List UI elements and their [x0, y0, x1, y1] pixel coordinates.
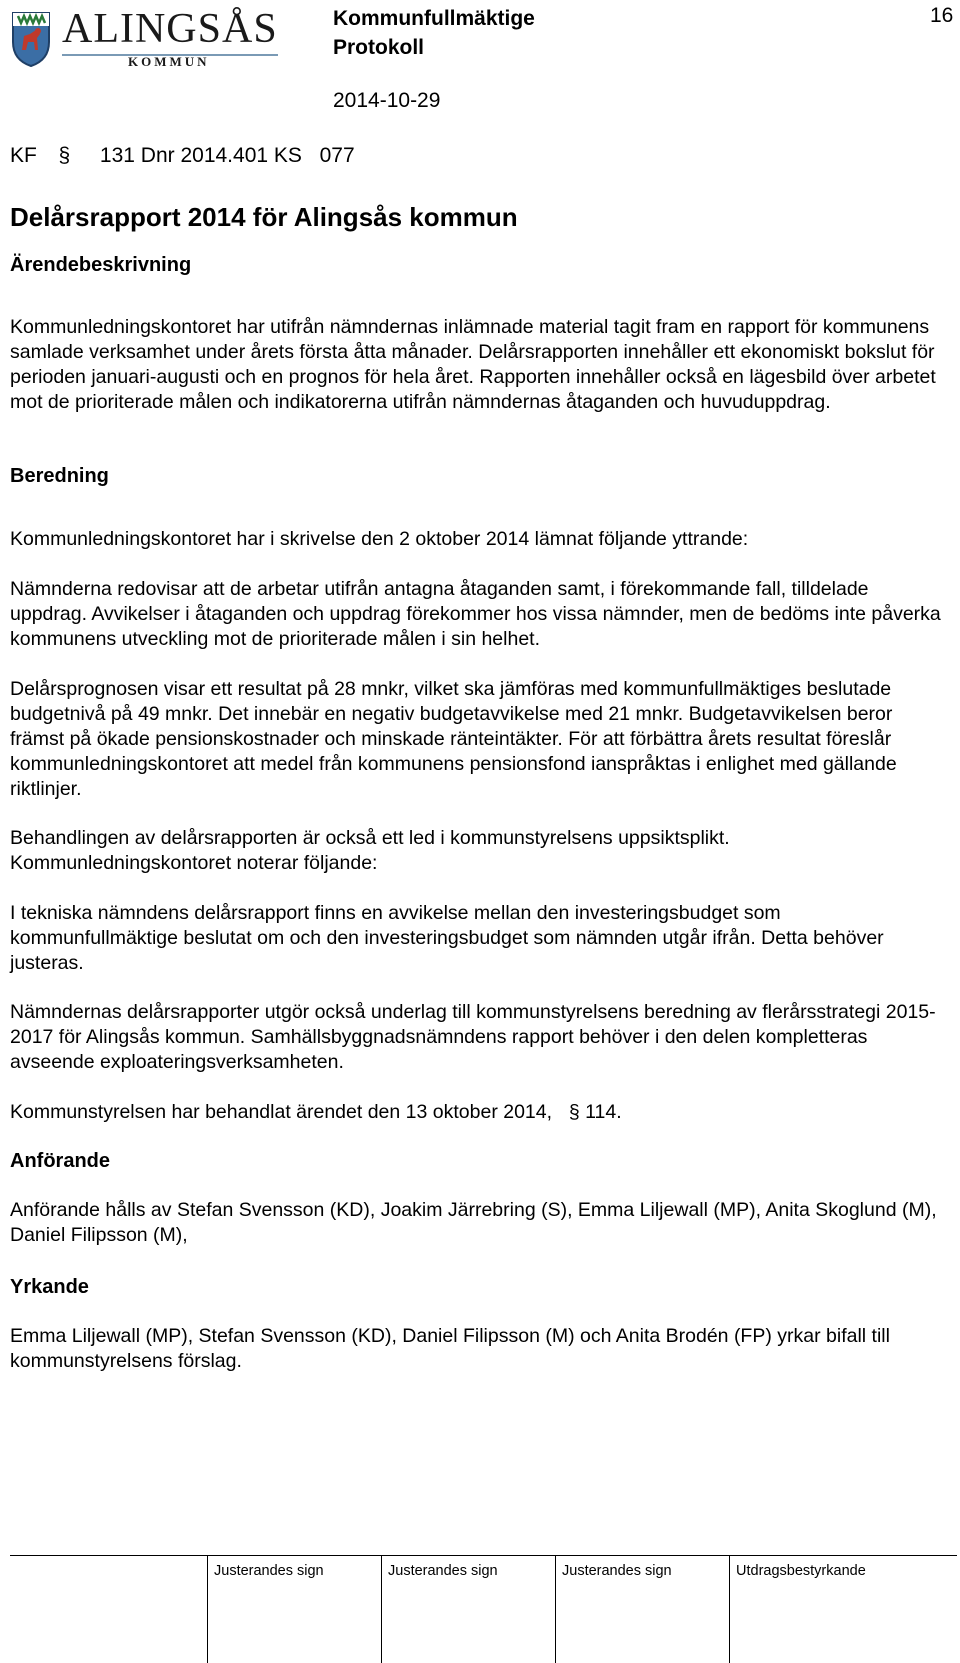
text-beredning-p4: Behandlingen av delårsrapporten är också ett led i kommunstyrelsens uppsiktsplikt. Kommunledningskontoret noterar följande:	[10, 827, 730, 874]
heading-yrkande: Yrkande	[10, 1276, 89, 1298]
signature-box-1	[207, 1555, 324, 1663]
heading-anforande: Anförande	[10, 1150, 110, 1172]
text-beredning-p1: Kommunledningskontoret har i skrivelse den 2 oktober 2014 lämnat följande yttrande:	[10, 528, 749, 550]
signature-label: Justerandes sign	[562, 1563, 672, 1579]
logo-wordmark: ALINGSÅS	[62, 6, 278, 52]
case-number: 131	[99, 144, 135, 167]
case-dnr: Dnr 2014.401 KS	[140, 144, 302, 167]
meeting-date: 2014-10-29	[333, 89, 441, 112]
coat-of-arms-icon	[10, 10, 52, 68]
org-title	[333, 4, 535, 62]
text-beredning-p6: Nämndernas delårsrapporter utgör också underlag till kommunstyrelsens beredning av flerårsstrategi 2015-2017 för Alingsås kommun. Samhällsbyggnadsnämndens rapport behöver i den delen kompletteras avseende exploateringsverksamheten.	[10, 1001, 936, 1073]
signature-box-2	[381, 1555, 498, 1663]
logo-subtext: KOMMUN	[128, 54, 210, 69]
text-beredning-p7-prefix: Kommunstyrelsen har behandlat ärendet den 13 oktober 2014,	[10, 1101, 553, 1123]
page-number: 16	[930, 4, 954, 27]
signature-label: Justerandes sign	[388, 1563, 498, 1579]
org-title-line2: Protokoll	[333, 36, 425, 59]
text-anforande: Anförande hålls av Stefan Svensson (KD), Joakim Järrebring (S), Emma Liljewall (MP), Anita Skoglund (M), Daniel Filipsson (M),	[10, 1199, 937, 1246]
text-beredning-p7-number: 114.	[585, 1101, 622, 1123]
case-ks-number: 077	[319, 144, 355, 167]
certification-label: Utdragsbestyrkande	[736, 1563, 866, 1579]
heading-arendebeskrivning: Ärendebeskrivning	[10, 254, 192, 276]
text-beredning-p7	[10, 1100, 945, 1125]
text-beredning-p2: Nämnderna redovisar att de arbetar utifrån antagna åtaganden samt, i förekommande fall, tilldelade uppdrag. Avvikelser i åtaganden och uppdrag förekommer hos vissa nämnder, men de bedöms inte påverka kommunens utveckling mot de prioriterade målen i sin helhet.	[10, 578, 941, 650]
text-arendebeskrivning: Kommunledningskontoret har utifrån nämndernas inlämnade material tagit fram en rapport för kommunens samlade verksamhet under årets första åtta månader. Delårsrapporten innehåller ett ekonomiskt bokslut för perioden januari-augusti och en prognos för hela året. Rapporten innehåller också en lägesbild över arbetet mot de prioriterade målen och indikatorerna utifrån nämndernas åtaganden och huvuduppdrag.	[10, 316, 936, 413]
case-body: KF	[10, 144, 37, 167]
heading-beredning: Beredning	[10, 465, 109, 487]
signature-label: Justerandes sign	[214, 1563, 324, 1579]
paragraph-sign: §	[568, 1101, 580, 1123]
case-reference	[10, 144, 355, 168]
text-yrkande: Emma Liljewall (MP), Stefan Svensson (KD), Daniel Filipsson (M) och Anita Brodén (FP) yrkar bifall till kommunstyrelsens förslag.	[10, 1325, 890, 1372]
paragraph-sign: §	[58, 144, 71, 167]
org-title-line1: Kommunfullmäktige	[333, 7, 535, 30]
document-title: Delårsrapport 2014 för Alingsås kommun	[10, 202, 518, 232]
signature-box-3	[555, 1555, 672, 1663]
alingsas-logo	[10, 6, 285, 70]
text-beredning-p5: I tekniska nämndens delårsrapport finns en avvikelse mellan den investeringsbudget som kommunfullmäktige beslutat om och den investeringsbudget som nämnden utgår ifrån. Detta behöver justeras.	[10, 902, 884, 974]
certification-box	[729, 1555, 866, 1663]
text-beredning-p3: Delårsprognosen visar ett resultat på 28 mnkr, vilket ska jämföras med kommunfullmäktiges beslutade budgetnivå på 49 mnkr. Det innebär en negativ budgetavvikelse med 21 mnkr. Budgetavvikelsen beror främst på ökade pensionskostnader och minskade ränteintäkter. För att förbättra årets resultat föreslår kommunledningskontoret att medel från kommunens pensionsfond ianspråktas i enlighet med gällande riktlinjer.	[10, 678, 897, 800]
